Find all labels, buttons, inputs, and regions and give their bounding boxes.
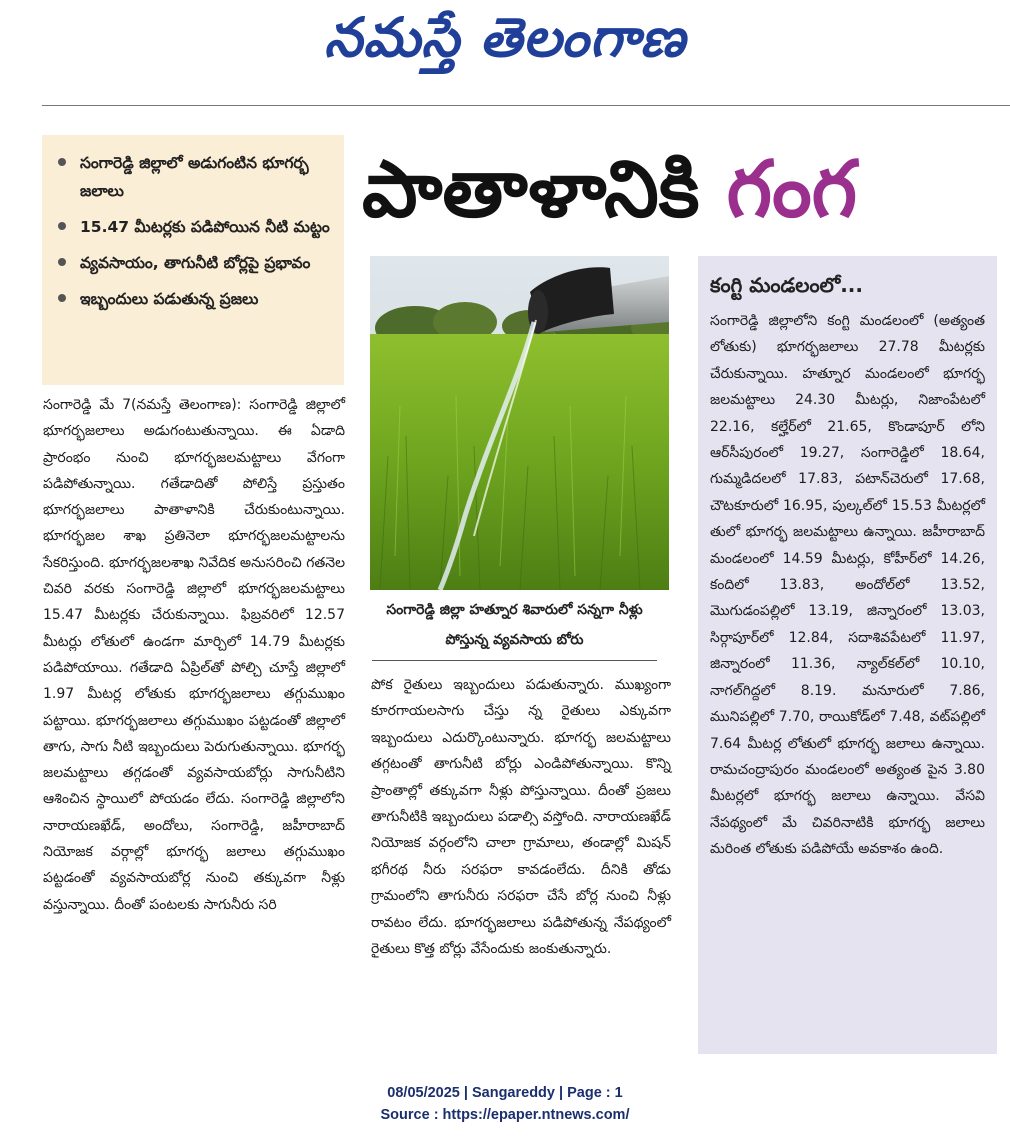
footer-source-line: Source : https://epaper.ntnews.com/: [380, 1107, 630, 1123]
highlight-text: వ్యవసాయం, తాగునీటి బోర్లపై ప్రభావం: [80, 254, 311, 272]
article-photo: [370, 256, 669, 590]
bullet-icon: [58, 258, 66, 266]
highlight-item: [56, 149, 336, 205]
article-body-column-1: సంగారెడ్డి మే 7(నమస్తే తెలంగాణ): సంగారెడ్డి జిల్లాలో భూగర్భజలాలు అడుగంటుతున్నాయి. ఈ ఏడాది ప్రారంభం నుంచి భూగర్భజలమట్టాలు వేగంగా పడిపోతున్నాయి. గతేడాదితో పోలిస్తే ప్రస్తుతం భూగర్భజలాలు పాతాళానికి చేరుకుంటున్నాయి. భూగర్భజల శాఖ ప్రతినెలా భూగర్భజలమట్టాలను సేకరిస్తుంది. భూగర్భజలశాఖ నివేదిక అనుసరించి గతనెల చివరి వరకు సంగారెడ్డి జిల్లాలో భూగర్భజలమట్టాలు 15.47 మీటర్లకు చేరుకున్నాయి. ఫిబ్రవరిలో 12.57 మీటర్లు లోతులో ఉండగా మార్చిలో 14.79 మీటర్లకు పడిపోయాయి. గతేడాది ఏప్రిల్‌తో పోల్చి చూస్తే జిల్లాలో 1.97 మీటర్ల లోతుకు భూగర్భజలాలు తగ్గుముఖం పట్టాయి. భూగర్భజలాలు తగ్గుముఖం పట్టడంతో జిల్లాలో తాగు, సాగు నీటి ఇబ్బందులు పెరుగుతున్నాయి. భూగర్భ జలమట్టాలు తగ్గడంతో వ్యవసాయబోర్లు సాగునీటిని ఆశించిన స్థాయిలో పోయడం లేదు. సంగారెడ్డి జిల్లాలోని నారాయణఖేడ్, అందోలు, సంగారెడ్డి, జహీరాబాద్ నియోజక వర్గాల్లో భూగర్భ జలాలు తగ్గుముఖం పట్టడంతో వ్యవసాయబోర్ల నుంచి తక్కువగా నీళ్లు వస్తున్నాయి. దీంతో పంటలకు సాగునీరు సరి: [43, 397, 345, 913]
article-body-column-2: పోక రైతులు ఇబ్బందులు పడుతున్నారు. ముఖ్యంగా కూరగాయలసాగు చేస్తు న్న రైతులు ఎక్కువగా ఇబ్బందులు ఎదుర్కొంటున్నారు. భూగర్భ జలమట్టాలు తగ్గటంతో తాగునీటి బోర్లు ఎండిపోతున్నాయి. కొన్ని ప్రాంతాల్లో తక్కువగా నీళ్లు పోస్తున్నాయి. దీంతో ప్రజలు తాగునీటికి ఇబ్బందులు పడాల్సి వస్తోంది. నారాయణఖేడ్ నియోజక వర్గంలోని చాలా గ్రామాలు, తండాల్లో మిషన్ భగీరథ నీరు సరఫరా కావడంలేదు. దీనికి తోడు గ్రామంలోని తాగునీరు సరఫరా చేసే బోర్ల నుంచి నీళ్లు రావటం లేదు. భూగర్భజలాలు పడిపోతున్న నేపథ్యంలో రైతులు కొత్త బోర్లు వేసేందుకు జంకుతున్నారు.: [371, 677, 671, 958]
highlight-text: 15.47 మీటర్లకు పడిపోయిన నీటి మట్టం: [80, 218, 330, 236]
caption-divider: [372, 660, 657, 661]
sidebar-box: [698, 256, 997, 1054]
sidebar-body: సంగారెడ్డి జిల్లాలోని కంగ్టి మండలంలో (అత్యంత లోతుకు) భూగర్భజలాలు 27.78 మీటర్లకు చేరుకున్నాయి. హత్నూర మండలంలో భూగర్భ జలమట్టాలు 24.30 మీటర్లు, నిజాంపేటలో 22.16, కల్హేర్‌లో 21.65, కొండాపూర్ లోని ఆర్‌సీపురంలో 19.27, సంగారెడ్డిలో 18.64, గుమ్మడిదలలో 17.83, పటాన్‌చెరులో 17.68, చౌటకూరులో 16.95, పుల్కల్‌లో 15.53 మీటర్లలో తులో భూగర్భ జలమట్టాలు ఉన్నాయి. జహీరాబాద్ మండలంలో 14.59 మీటర్లు, కోహీర్‌లో 14.26, కందిలో 13.83, అందోల్‌లో 13.52, మొగుడంపల్లిలో 13.19, జిన్నారంలో 13.03, సిర్గాపూర్‌లో 12.84, సదాశివపేటలో 11.97, జిన్నారంలో 11.36, న్యాల్‌కల్‌లో 10.10, నాగల్‌గిద్దలో 8.19. మనూరులో 7.86, మునిపల్లిలో 7.70, రాయికోడ్‌లో 7.48, వట్‌పల్లిలో 7.64 మీటర్ల లోతులో భూగర్భ జలాలు ఉన్నాయి. రామచంద్రాపురం మండలంలో అత్యంత పైన 3.80 మీటర్లలో భూగర్భ జలాలు ఉన్నాయి. వేసవి నేపథ్యంలో మే చివరినాటికి భూగర్భ జలాలు మరింత లోతుకు పడిపోయే అవకాశం ఉంది.: [710, 313, 985, 858]
bullet-icon: [58, 294, 66, 302]
masthead-logo: నమస్తే తెలంగాణ: [324, 6, 686, 69]
page-footer: [0, 1082, 1010, 1126]
highlights-box: [42, 135, 344, 385]
sidebar-title: కంగ్టి మండలంలో...: [710, 273, 863, 297]
highlight-item: [56, 249, 336, 277]
footer-date-line: 08/05/2025 | Sangareddy | Page : 1: [387, 1085, 623, 1101]
highlight-item: [56, 285, 336, 313]
headline-part-2: గంగ: [726, 145, 858, 235]
headline-part-1: పాతాళానికి: [362, 145, 700, 235]
bullet-icon: [58, 158, 66, 166]
bullet-icon: [58, 222, 66, 230]
highlight-text: ఇబ్బందులు పడుతున్న ప్రజలు: [80, 290, 259, 308]
masthead-divider: [42, 105, 1010, 106]
article-headline: [362, 130, 1002, 250]
photo-caption: సంగారెడ్డి జిల్లా హత్నూర శివారులో సన్నగా నీళ్లు పోస్తున్న వ్యవసాయ బోరు: [386, 602, 643, 648]
highlight-text: సంగారెడ్డి జిల్లాలో అడుగంటిన భూగర్భ జలాలు: [80, 154, 309, 200]
highlight-item: [56, 213, 336, 241]
